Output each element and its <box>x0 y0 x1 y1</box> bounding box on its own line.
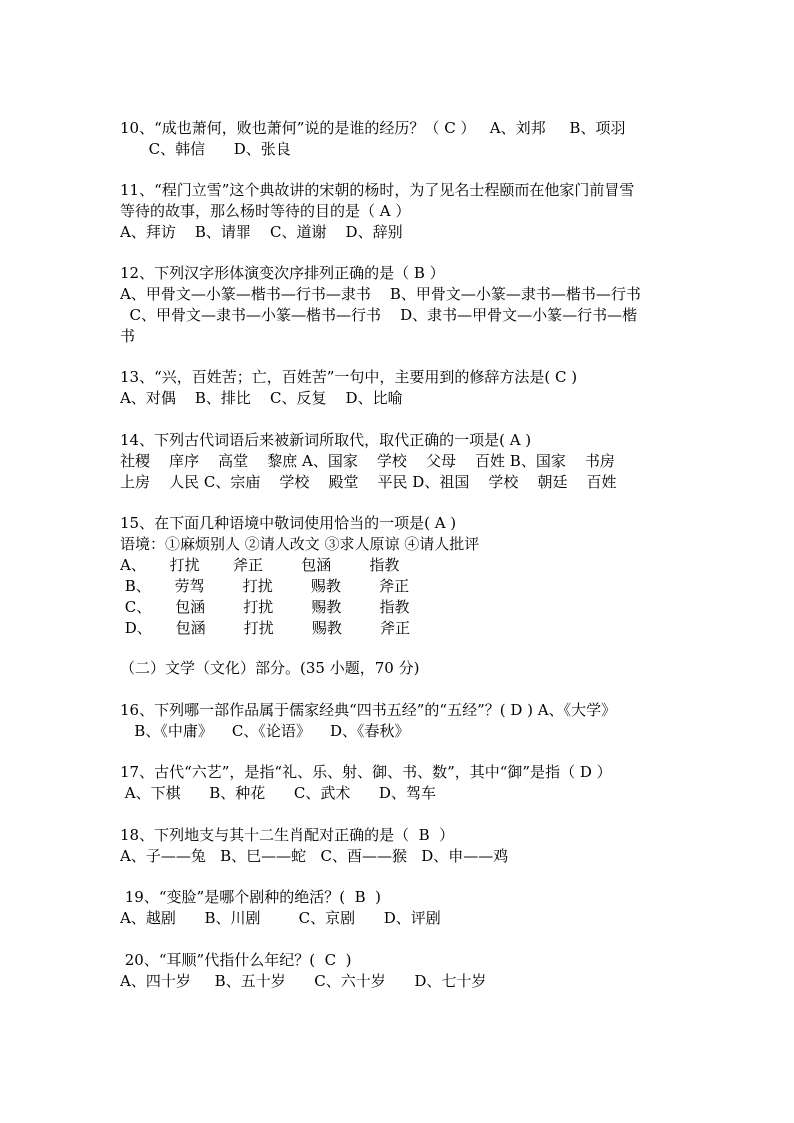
question-15 <box>120 513 680 639</box>
question-line: A、 打扰 斧正 包涵 指教 <box>120 556 400 574</box>
question-line: 20、“耳顺”代指什么年纪？( C ) <box>120 951 352 969</box>
question-line: 19、“变脸”是哪个剧种的绝活？( B ) <box>120 888 381 906</box>
question-11 <box>120 180 680 243</box>
question-16 <box>120 700 680 742</box>
question-line: 书 <box>120 327 136 345</box>
question-12 <box>120 263 680 347</box>
question-line: B、《中庸》 C、《论语》 D、《春秋》 <box>120 722 410 740</box>
question-20 <box>120 950 680 992</box>
question-10 <box>120 118 680 160</box>
question-line: 12、下列汉字形体演变次序排列正确的是（ B ） <box>120 264 445 282</box>
question-line: A、对偶 B、排比 C、反复 D、比喻 <box>120 389 403 407</box>
question-line: B、 劳驾 打扰 赐教 斧正 <box>120 577 410 595</box>
question-line: 14、下列古代词语后来被新词所取代，取代正确的一项是( A ) <box>120 431 532 449</box>
question-19 <box>120 887 680 929</box>
question-line: A、四十岁 B、五十岁 C、六十岁 D、七十岁 <box>120 972 487 990</box>
section-heading-line: （二）文学（文化）部分。(35 小题，70 分) <box>120 659 420 677</box>
question-line: 15、在下面几种语境中敬词使用恰当的一项是( A ) <box>120 514 457 532</box>
question-line: 10、“成也萧何，败也萧何”说的是谁的经历？（ C ） A、刘邦 B、项羽 <box>120 119 626 137</box>
question-line: C、 包涵 打扰 赐教 指教 <box>120 598 410 616</box>
question-line: 上房 人民 C、宗庙 学校 殿堂 平民 D、祖国 学校 朝廷 百姓 <box>120 473 617 491</box>
question-13 <box>120 367 680 409</box>
question-line: A、越剧 B、川剧 C、京剧 D、评剧 <box>120 909 441 927</box>
section-heading <box>120 658 680 679</box>
question-line: 13、“兴，百姓苦；亡，百姓苦”一句中，主要用到的修辞方法是( C ) <box>120 368 578 386</box>
question-17 <box>120 762 680 804</box>
question-18 <box>120 825 680 867</box>
question-line: C、甲骨文—隶书—小篆—楷书—行书 D、隶书—甲骨文—小篆—行书—楷 <box>120 306 638 324</box>
question-line: A、甲骨文—小篆—楷书—行书—隶书 B、甲骨文—小篆—隶书—楷书—行书 <box>120 285 641 303</box>
question-line: 17、古代“六艺”，是指“礼、乐、射、御、书、数”，其中“御”是指（ D ） <box>120 763 612 781</box>
question-line: 11、“程门立雪”这个典故讲的宋朝的杨时，为了见名士程颐而在他家门前冒雪 <box>120 181 635 199</box>
question-line: A、拜访 B、请罪 C、道谢 D、辞别 <box>120 223 403 241</box>
question-line: 社稷 庠序 高堂 黎庶 A、国家 学校 父母 百姓 B、国家 书房 <box>120 452 615 470</box>
question-line: C、韩信 D、张良 <box>120 140 291 158</box>
question-line: 16、下列哪一部作品属于儒家经典“四书五经”的“五经”？( D ) A、《大学》 <box>120 701 617 719</box>
question-line: A、下棋 B、种花 C、武术 D、驾车 <box>120 784 436 802</box>
question-14 <box>120 430 680 493</box>
question-line: D、 包涵 打扰 赐教 斧正 <box>120 619 411 637</box>
question-line: 等待的故事，那么杨时等待的目的是（ A ） <box>120 202 411 220</box>
question-line: 18、下列地支与其十二生肖配对正确的是（ B ） <box>120 826 455 844</box>
question-line: 语境：①麻烦别人 ②请人改文 ③求人原谅 ④请人批评 <box>120 535 480 553</box>
question-line: A、子——兔 B、巳——蛇 C、酉——猴 D、申——鸡 <box>120 847 509 865</box>
